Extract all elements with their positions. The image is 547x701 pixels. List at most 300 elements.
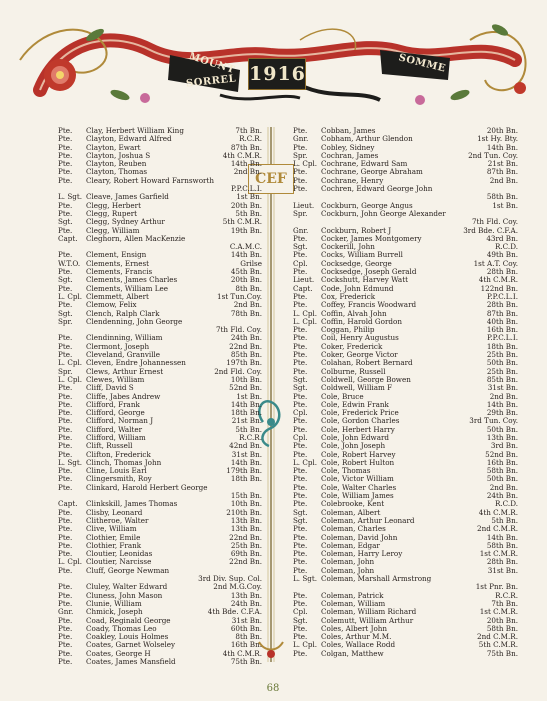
entry-rank: Lieut. bbox=[293, 275, 315, 285]
entry-name: Clements, James Charles bbox=[86, 275, 178, 285]
entry-name: Cochrane, Edward Sam bbox=[321, 159, 408, 169]
entry-unit: 1st Bn. bbox=[236, 192, 262, 202]
header-banner bbox=[0, 0, 547, 120]
entry-name: Cole, Thomas bbox=[321, 466, 371, 476]
entry-unit: 19th Bn. bbox=[230, 225, 262, 235]
entry-unit: R.C.R. bbox=[239, 432, 262, 442]
entry-rank: Sgt. bbox=[58, 275, 73, 285]
roster-right-column bbox=[293, 127, 518, 658]
entry-unit: 24th Bn. bbox=[486, 491, 518, 501]
entry-unit: 87th Bn. bbox=[486, 167, 518, 177]
entry-unit: 20th Bn. bbox=[230, 200, 262, 210]
entry-rank: Sgt. bbox=[293, 507, 308, 517]
entry-unit: 45th Bn. bbox=[230, 267, 262, 277]
entry-name: Coleman, Albert bbox=[321, 507, 381, 517]
entry-rank: Pte. bbox=[293, 416, 308, 426]
entry-unit: 2nd Bn. bbox=[489, 482, 518, 492]
entry-name: Coker, George Victor bbox=[321, 350, 398, 360]
entry-unit: 13th Bn. bbox=[486, 432, 518, 442]
entry-name: Cluff, George Newman bbox=[86, 565, 170, 575]
entry-name: Coffin, Harold Gordon bbox=[321, 316, 402, 326]
entry-rank: Pte. bbox=[58, 632, 73, 642]
entry-name: Cole, Walter Charles bbox=[321, 482, 397, 492]
entry-name: Colebrooke, Kent bbox=[321, 499, 385, 509]
entry-name: Clingersmith, Roy bbox=[86, 474, 152, 484]
cef-emblem: CEF bbox=[248, 164, 294, 194]
entry-rank: Pte. bbox=[58, 175, 73, 185]
entry-name: Cline, Louis Earl bbox=[86, 466, 147, 476]
entry-rank: Gnr. bbox=[293, 225, 309, 235]
roster-entry bbox=[58, 177, 258, 185]
entry-rank: Pte. bbox=[293, 499, 308, 509]
entry-unit: 3rd Bn. bbox=[490, 441, 518, 451]
entry-rank: L. Sgt. bbox=[293, 574, 318, 584]
entry-rank: L. Cpl. bbox=[293, 159, 318, 169]
entry-name: Cole, John Joseph bbox=[321, 441, 386, 451]
entry-rank: Pte. bbox=[293, 233, 308, 243]
entry-rank: W.T.O. bbox=[58, 258, 81, 268]
entry-name: Clive, William bbox=[86, 524, 137, 534]
entry-unit: 210th Bn. bbox=[226, 507, 262, 517]
entry-rank: Pte. bbox=[293, 565, 308, 575]
entry-unit: 50th Bn. bbox=[486, 424, 518, 434]
entry-unit: 3rd Div. Sup. Col. bbox=[198, 574, 262, 584]
entry-unit: 31st Bn. bbox=[487, 383, 518, 393]
entry-rank: Pte. bbox=[58, 648, 73, 658]
entry-unit: 1st Bn. bbox=[236, 391, 262, 401]
entry-unit: 58th Bn. bbox=[486, 192, 518, 202]
entry-rank: Pte. bbox=[293, 449, 308, 459]
entry-name: Cocksedge, George bbox=[321, 258, 392, 268]
entry-unit: 1st A.T. Coy. bbox=[473, 258, 518, 268]
entry-rank: Pte. bbox=[58, 524, 73, 534]
roster-entry bbox=[293, 650, 518, 658]
entry-rank: Pte. bbox=[58, 383, 73, 393]
entry-rank: Pte. bbox=[58, 267, 73, 277]
entry-unit: R.C.D. bbox=[494, 499, 518, 509]
entry-rank: Pte. bbox=[293, 126, 308, 135]
entry-unit: 14th Bn. bbox=[486, 532, 518, 542]
entry-rank: Pte. bbox=[293, 250, 308, 260]
entry-name: Clifford, Norman J bbox=[86, 416, 154, 426]
entry-unit: 31st Bn. bbox=[487, 565, 518, 575]
entry-name: Clayton, Edward Alfred bbox=[86, 134, 172, 144]
entry-name: Coleman, John bbox=[321, 557, 375, 567]
entry-rank: L. Cpl. bbox=[293, 640, 318, 650]
entry-unit: 78th Bn. bbox=[230, 308, 262, 318]
entry-name: Clisby, Leonard bbox=[86, 507, 143, 517]
entry-rank: Pte. bbox=[58, 333, 73, 343]
entry-rank: Pte. bbox=[58, 590, 73, 600]
entry-unit: 28th Bn. bbox=[486, 267, 518, 277]
entry-rank: Pte. bbox=[58, 466, 73, 476]
entry-unit: R.C.D. bbox=[494, 242, 518, 252]
entry-rank: Pte. bbox=[58, 657, 73, 666]
entry-name: Cochran, James bbox=[321, 150, 379, 160]
entry-rank: Capt. bbox=[58, 499, 78, 509]
entry-rank: Pte. bbox=[293, 366, 308, 376]
entry-rank: Spr. bbox=[58, 316, 73, 326]
entry-rank: Capt. bbox=[293, 283, 313, 293]
entry-unit: 58th Bn. bbox=[486, 540, 518, 550]
entry-rank: Pte. bbox=[293, 632, 308, 642]
entry-name: Cliff, David S bbox=[86, 383, 134, 393]
entry-unit: 2nd C.M.R. bbox=[477, 524, 518, 534]
entry-unit: 87th Bn. bbox=[486, 308, 518, 318]
entry-rank: Pte. bbox=[293, 175, 308, 185]
entry-rank: Pte. bbox=[58, 640, 73, 650]
entry-name: Cole, Frederick Price bbox=[321, 408, 399, 418]
entry-rank: Pte. bbox=[293, 482, 308, 492]
entry-unit: 85th Bn. bbox=[486, 374, 518, 384]
entry-rank: Pte. bbox=[293, 358, 308, 368]
entry-rank: Cpl. bbox=[293, 408, 308, 418]
entry-name: Clayton, Thomas bbox=[86, 167, 148, 177]
entry-rank: Pte. bbox=[293, 391, 308, 401]
entry-rank: Pte. bbox=[293, 325, 308, 335]
entry-name: Clench, Ralph Clark bbox=[86, 308, 160, 318]
entry-name: Clifford, Frank bbox=[86, 399, 140, 409]
entry-name: Coleman, John bbox=[321, 565, 375, 575]
entry-unit: 5th Bn. bbox=[491, 515, 518, 525]
entry-name: Cluley, Walter Edward bbox=[86, 582, 168, 592]
entry-name: Coles, Albert John bbox=[321, 623, 388, 633]
entry-name: Cox, Frederick bbox=[321, 291, 376, 301]
entry-unit: 50th Bn. bbox=[486, 474, 518, 484]
entry-unit: 4th Bde. C.F.A. bbox=[207, 607, 262, 617]
entry-name: Chmick, Joseph bbox=[86, 607, 143, 617]
entry-name: Cole, Herbert Harry bbox=[321, 424, 395, 434]
entry-rank: Cpl. bbox=[293, 432, 308, 442]
entry-unit: C.A.M.C. bbox=[229, 242, 262, 252]
entry-rank: Pte. bbox=[58, 200, 73, 210]
entry-name: Coad, Reginald George bbox=[86, 615, 171, 625]
entry-unit: 49th Bn. bbox=[486, 250, 518, 260]
entry-unit: 75th Bn. bbox=[230, 657, 262, 666]
entry-name: Coffin, Alvah John bbox=[321, 308, 387, 318]
entry-unit: 14th Bn. bbox=[230, 250, 262, 260]
entry-unit: 2nd Bn. bbox=[489, 391, 518, 401]
entry-name: Coates, James Mansfield bbox=[86, 657, 176, 666]
entry-name: Cleveland, Granville bbox=[86, 350, 161, 360]
entry-rank: Capt. bbox=[58, 233, 78, 243]
entry-name: Clegg, Rupert bbox=[86, 208, 138, 218]
entry-rank: Pte. bbox=[58, 549, 73, 559]
entry-rank: Pte. bbox=[58, 623, 73, 633]
entry-name: Cocker, James Montgomery bbox=[321, 233, 422, 243]
entry-unit: 18th Bn. bbox=[486, 341, 518, 351]
entry-unit: 58th Bn. bbox=[486, 623, 518, 633]
entry-name: Cole, John Edward bbox=[321, 432, 390, 442]
entry-unit: 2nd Fld. Coy. bbox=[214, 366, 262, 376]
entry-rank: Pte. bbox=[293, 184, 308, 194]
entry-unit: 5th C.M.R. bbox=[222, 217, 262, 227]
entry-name: Coleman, Arthur Leonard bbox=[321, 515, 415, 525]
entry-rank: Pte. bbox=[58, 515, 73, 525]
entry-rank: Pte. bbox=[293, 474, 308, 484]
entry-name: Clinch, Thomas John bbox=[86, 457, 162, 467]
entry-rank: Pte. bbox=[293, 424, 308, 434]
entry-name: Cole, Robert Harvey bbox=[321, 449, 396, 459]
entry-name: Colburne, Russell bbox=[321, 366, 386, 376]
entry-name: Cocks, William Burrell bbox=[321, 250, 403, 260]
entry-unit: 1st Bn. bbox=[492, 200, 518, 210]
entry-rank: Spr. bbox=[293, 150, 308, 160]
entry-unit: 13th Bn. bbox=[230, 515, 262, 525]
roster-entry bbox=[58, 484, 258, 492]
entry-name: Cobban, James bbox=[321, 126, 376, 135]
entry-rank: L. Cpl. bbox=[58, 291, 83, 301]
entry-name: Clinkskill, James Thomas bbox=[86, 499, 178, 509]
entry-rank: L. Sgt. bbox=[58, 192, 83, 202]
entry-name: Coldwell, William F bbox=[321, 383, 393, 393]
entry-name: Colgan, Matthew bbox=[321, 648, 384, 658]
entry-name: Coldwell, George Bowen bbox=[321, 374, 411, 384]
entry-rank: Pte. bbox=[293, 598, 308, 608]
entry-rank: Pte. bbox=[58, 441, 73, 451]
entry-name: Cole, Gordon Charles bbox=[321, 416, 400, 426]
entry-unit: 13th Bn. bbox=[230, 524, 262, 534]
entry-name: Cockburn, John George Alexander bbox=[321, 208, 446, 218]
entry-rank: L. Cpl. bbox=[58, 374, 83, 384]
entry-name: Clift, Russell bbox=[86, 441, 133, 451]
entry-unit: 25th Bn. bbox=[486, 350, 518, 360]
entry-unit: 75th Bn. bbox=[486, 648, 518, 658]
entry-name: Clement, Ensign bbox=[86, 250, 147, 260]
entry-rank: Gnr. bbox=[293, 134, 309, 144]
entry-unit: 60th Bn. bbox=[230, 623, 262, 633]
entry-rank: Pte. bbox=[58, 507, 73, 517]
entry-unit: 25th Bn. bbox=[486, 366, 518, 376]
entry-name: Coates, George H bbox=[86, 648, 151, 658]
entry-name: Coles, Wallace Rodd bbox=[321, 640, 396, 650]
entry-unit: 4th C.M.R. bbox=[478, 507, 518, 517]
entry-rank: Pte. bbox=[293, 549, 308, 559]
entry-unit: 31st Bn. bbox=[231, 615, 262, 625]
battle-label-mount: MOUNT bbox=[187, 50, 237, 77]
entry-unit: 2nd Bn. bbox=[233, 300, 262, 310]
entry-unit: 16th Bn. bbox=[230, 640, 262, 650]
roster-entry bbox=[293, 185, 518, 193]
entry-name: Cole, William James bbox=[321, 491, 394, 501]
entry-unit: 14th Bn. bbox=[230, 457, 262, 467]
entry-unit: 1st C.M.R. bbox=[479, 607, 518, 617]
entry-name: Coleman, Marshall Armstrong bbox=[321, 574, 432, 584]
entry-name: Clay, Herbert William King bbox=[86, 126, 184, 135]
entry-rank: Pte. bbox=[293, 557, 308, 567]
entry-name: Cleghorn, Allen MacKenzie bbox=[86, 233, 186, 243]
entry-name: Coates, Garnet Wolseley bbox=[86, 640, 176, 650]
entry-rank: Pte. bbox=[58, 159, 73, 169]
entry-name: Clemow, Felix bbox=[86, 300, 137, 310]
entry-unit: 7th Fld. Coy. bbox=[215, 325, 262, 335]
entry-name: Clegg, William bbox=[86, 225, 140, 235]
entry-rank: Pte. bbox=[293, 291, 308, 301]
entry-unit: P.P.C.L.I. bbox=[486, 333, 518, 343]
entry-unit: 3rd Tun. Coy. bbox=[469, 416, 518, 426]
entry-name: Cleven, Endre Johannessen bbox=[86, 358, 186, 368]
entry-unit: R.C.R. bbox=[495, 590, 518, 600]
entry-name: Cole, Robert Hulton bbox=[321, 457, 395, 467]
entry-unit: 20th Bn. bbox=[486, 126, 518, 135]
entry-unit: 29th Bn. bbox=[486, 408, 518, 418]
entry-unit: 20th Bn. bbox=[486, 615, 518, 625]
entry-unit: 24th Bn. bbox=[230, 333, 262, 343]
entry-unit: 16th Bn. bbox=[486, 457, 518, 467]
entry-rank: Pte. bbox=[58, 474, 73, 484]
entry-rank: Sgt. bbox=[293, 242, 308, 252]
entry-rank: L. Cpl. bbox=[293, 308, 318, 318]
roster-left-column bbox=[58, 126, 262, 666]
entry-unit: 28th Bn. bbox=[486, 557, 518, 567]
entry-unit: 4th C.M.R. bbox=[478, 275, 518, 285]
entry-unit: 21st Bn. bbox=[487, 159, 518, 169]
entry-rank: Pte. bbox=[293, 333, 308, 343]
entry-unit: 18th Bn. bbox=[230, 408, 262, 418]
entry-rank: Pte. bbox=[58, 540, 73, 550]
entry-unit: 10th Bn. bbox=[230, 374, 262, 384]
entry-rank: Pte. bbox=[58, 350, 73, 360]
entry-unit: 21st Bn. bbox=[231, 416, 262, 426]
entry-rank: Gnr. bbox=[58, 607, 74, 617]
entry-rank: Pte. bbox=[58, 250, 73, 260]
entry-name: Cobley, Sidney bbox=[321, 142, 375, 152]
entry-name: Clements, Francis bbox=[86, 267, 153, 277]
entry-rank: Pte. bbox=[293, 648, 308, 658]
entry-unit: 13th Bn. bbox=[230, 590, 262, 600]
entry-unit: 5th C.M.R. bbox=[478, 640, 518, 650]
entry-unit: 1st Pnr. Bn. bbox=[475, 582, 518, 592]
entry-unit: 87th Bn. bbox=[230, 142, 262, 152]
entry-name: Coady, Thomas Leo bbox=[86, 623, 157, 633]
entry-rank: Pte. bbox=[293, 341, 308, 351]
entry-rank: Pte. bbox=[293, 540, 308, 550]
entry-rank: Pte. bbox=[58, 416, 73, 426]
entry-name: Clewes, William bbox=[86, 374, 145, 384]
entry-name: Cochrane, Henry bbox=[321, 175, 384, 185]
entry-unit: 8th Bn. bbox=[235, 283, 262, 293]
entry-name: Cliffe, Jabes Andrew bbox=[86, 391, 161, 401]
entry-rank: Pte. bbox=[58, 432, 73, 442]
entry-rank: Spr. bbox=[58, 366, 73, 376]
page-number: 68 bbox=[266, 683, 280, 694]
entry-rank: Sgt. bbox=[58, 217, 73, 227]
entry-rank: Pte. bbox=[293, 399, 308, 409]
entry-rank: Pte. bbox=[58, 615, 73, 625]
entry-name: Clitheroe, Walter bbox=[86, 515, 149, 525]
entry-unit: 7th Fld. Coy. bbox=[471, 217, 518, 227]
entry-name: Colemutt, William Arthur bbox=[321, 615, 414, 625]
entry-name: Clegg, Sydney Arthur bbox=[86, 217, 165, 227]
entry-rank: Spr. bbox=[293, 208, 308, 218]
entry-unit: 25th Bn. bbox=[230, 540, 262, 550]
battle-label-somme: SOMME bbox=[397, 52, 447, 75]
entry-rank: L. Sgt. bbox=[58, 457, 83, 467]
entry-rank: Pte. bbox=[58, 167, 73, 177]
entry-rank: Pte. bbox=[58, 341, 73, 351]
entry-rank: Pte. bbox=[58, 399, 73, 409]
entry-name: Coles, Arthur M.M. bbox=[321, 632, 392, 642]
entry-rank: Pte. bbox=[293, 524, 308, 534]
entry-name: Cleary, Robert Howard Farnsworth bbox=[86, 175, 214, 185]
entry-unit: P.P.C.L.I. bbox=[486, 291, 518, 301]
entry-name: Clermont, Joseph bbox=[86, 341, 150, 351]
entry-name: Cloutier, Narcisse bbox=[86, 557, 152, 567]
entry-name: Clinkard, Harold Herbert George bbox=[86, 482, 208, 492]
entry-name: Coleman, Harry Leroy bbox=[321, 549, 403, 559]
entry-name: Clemmett, Albert bbox=[86, 291, 149, 301]
entry-unit: 40th Bn. bbox=[486, 316, 518, 326]
entry-name: Cleave, James Garfield bbox=[86, 192, 169, 202]
entry-unit: 14th Bn. bbox=[486, 399, 518, 409]
entry-name: Coffey, Francis Woodward bbox=[321, 300, 417, 310]
entry-rank: L. Cpl. bbox=[293, 457, 318, 467]
entry-rank: Pte. bbox=[58, 142, 73, 152]
entry-rank: Sgt. bbox=[293, 515, 308, 525]
entry-name: Colahan, Robert Bernard bbox=[321, 358, 413, 368]
entry-rank: Cpl. bbox=[293, 607, 308, 617]
entry-rank: Pte. bbox=[293, 532, 308, 542]
entry-name: Clayton, Reuben bbox=[86, 159, 147, 169]
entry-rank: Pte. bbox=[58, 134, 73, 144]
entry-unit: 24th Bn. bbox=[230, 598, 262, 608]
entry-name: Clothier, Emile bbox=[86, 532, 141, 542]
entry-unit: 14th Bn. bbox=[230, 159, 262, 169]
entry-name: Cole, Edwin Frank bbox=[321, 399, 389, 409]
entry-name: Clendinning, William bbox=[86, 333, 163, 343]
entry-name: Clements, Ernest bbox=[86, 258, 150, 268]
entry-rank: Pte. bbox=[293, 466, 308, 476]
entry-rank: Pte. bbox=[58, 283, 73, 293]
entry-name: Clifton, Frederick bbox=[86, 449, 151, 459]
entry-name: Clayton, Joshua S bbox=[86, 150, 151, 160]
entry-unit: 14th Bn. bbox=[486, 142, 518, 152]
entry-unit: 7th Bn. bbox=[491, 598, 518, 608]
entry-rank: Pte. bbox=[293, 167, 308, 177]
entry-rank: Pte. bbox=[293, 350, 308, 360]
entry-unit: 52nd Bn. bbox=[485, 449, 518, 459]
entry-unit: 14th Bn. bbox=[230, 399, 262, 409]
entry-name: Cockburn, Robert J bbox=[321, 225, 392, 235]
entry-unit: 42nd Bn. bbox=[229, 441, 262, 451]
entry-unit: 7th Bn. bbox=[235, 126, 262, 135]
entry-unit: P.P.C.L.I. bbox=[230, 184, 262, 194]
entry-unit: 2nd Bn. bbox=[489, 175, 518, 185]
entry-unit: 8th Bn. bbox=[235, 632, 262, 642]
entry-name: Clunie, William bbox=[86, 598, 142, 608]
entry-unit: 5th Bn. bbox=[235, 208, 262, 218]
entry-rank: Pte. bbox=[58, 482, 73, 492]
entry-unit: 1st C.M.R. bbox=[479, 549, 518, 559]
entry-rank: Pte. bbox=[293, 623, 308, 633]
entry-unit: 69th Bn. bbox=[230, 549, 262, 559]
entry-name: Coakley, Louis Holmes bbox=[86, 632, 169, 642]
entry-name: Cochren, Edward George John bbox=[321, 184, 433, 194]
entry-rank: Pte. bbox=[293, 441, 308, 451]
entry-rank: Lieut. bbox=[293, 200, 315, 210]
entry-name: Cochrane, George Abraham bbox=[321, 167, 423, 177]
entry-rank: Pte. bbox=[293, 491, 308, 501]
entry-rank: Pte. bbox=[58, 532, 73, 542]
entry-rank: Pte. bbox=[58, 598, 73, 608]
entry-name: Clews, Arthur Ernest bbox=[86, 366, 164, 376]
entry-rank: Pte. bbox=[58, 225, 73, 235]
entry-rank: Pte. bbox=[58, 565, 73, 575]
entry-name: Coil, Henry Augustus bbox=[321, 333, 399, 343]
entry-name: Cloutier, Leonidas bbox=[86, 549, 153, 559]
entry-unit: 1st Hy. Bty. bbox=[477, 134, 518, 144]
entry-name: Cole, Victor William bbox=[321, 474, 394, 484]
